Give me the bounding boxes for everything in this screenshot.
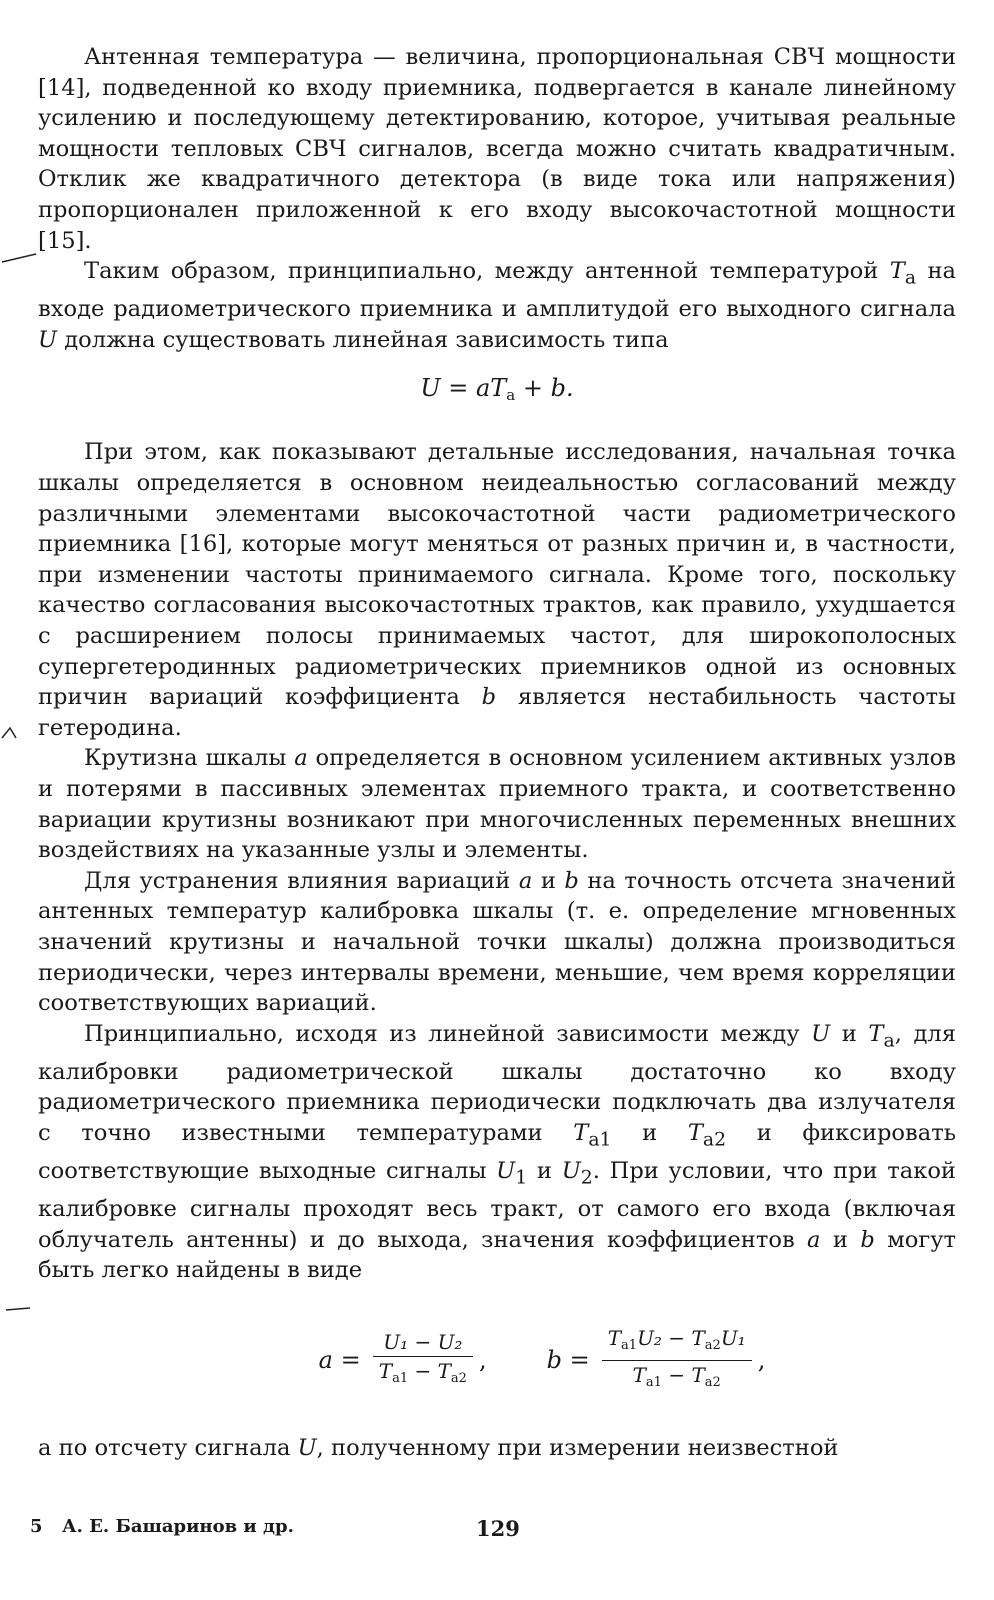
den-T1: T	[632, 1363, 646, 1388]
fraction-a-denominator	[373, 1357, 473, 1393]
formula-b: b.	[550, 374, 574, 403]
conj-and: и	[642, 1120, 658, 1147]
fraction-a	[373, 1328, 473, 1393]
page-body	[38, 42, 956, 1464]
var-U: U	[297, 1435, 317, 1462]
var-T1: T	[573, 1120, 589, 1147]
var-T2-sub: а2	[702, 1129, 727, 1151]
num-U2: U₂ −	[637, 1326, 692, 1351]
var-T: T	[868, 1020, 884, 1047]
num-T1: T	[607, 1326, 622, 1351]
margin-pencil-mark-1	[0, 248, 40, 268]
var-Ta: T	[889, 258, 905, 285]
conj-and: и	[832, 1226, 848, 1253]
var-U: U	[811, 1020, 831, 1047]
num-T2-sub: а2	[704, 1338, 721, 1354]
paragraph-1: Антенная температура — величина, пропорциональная СВЧ мощности [14], подведенной ко входу приемника, подвергается в канале линейному усилению и последующему детектированию, которое, учитывая реальные мощности тепловых СВЧ сигналов, всегда можно считать квадратичным. Отклик же квадратичного детектора (в виде тока или напряжения) пропорционален приложенной к его входу высокочастотной мощности [15].	[38, 44, 956, 254]
paragraph-2-text-a: Таким образом, принципиально, между антенной температурой	[84, 258, 879, 285]
paragraph-6-text-a: Принципиально, исходя из линейной зависимости между	[84, 1020, 800, 1047]
var-b: b	[564, 867, 579, 894]
paragraph-2	[38, 256, 956, 355]
num-T1-sub: а1	[621, 1338, 638, 1354]
conj-and: и	[841, 1020, 857, 1047]
var-T1-sub: а1	[588, 1129, 612, 1151]
margin-pencil-mark-3	[4, 1300, 34, 1320]
den-T2-sub: а2	[450, 1371, 467, 1387]
var-b: b	[481, 684, 497, 711]
var-U1-sub: 1	[515, 1167, 528, 1189]
paragraph-6-text-d: . При условии, что при такой калибровке сигналы проходят весь тракт, от самого его входа (включая облучатель антенны) и до выхода, значения коэффициентов	[38, 1158, 956, 1253]
var-T2: T	[687, 1120, 703, 1147]
formula-coefficients	[128, 1324, 956, 1397]
paragraph-3	[38, 437, 956, 743]
den-T2: T	[437, 1359, 451, 1384]
formula-b-label: b =	[546, 1346, 590, 1375]
formula-a-label: a =	[318, 1346, 361, 1375]
den-T1: T	[378, 1359, 393, 1384]
paragraph-2-text-c: должна существовать линейная зависимость типа	[64, 326, 669, 353]
conj-and: и	[540, 867, 556, 894]
fraction-b	[602, 1324, 752, 1397]
paragraph-6-text-b: , для калибровки радиометрической шкалы достаточно ко входу радиометрического приемника периодически подключать два излучателя с точно известными температурами	[38, 1020, 956, 1147]
fraction-a-numerator: U₁ − U₂	[383, 1330, 463, 1355]
formula-plus: +	[522, 374, 543, 403]
var-U1: U	[496, 1158, 516, 1185]
footer-author: А. Е. Башаринов и др.	[62, 1516, 294, 1537]
formula-linear	[38, 373, 956, 403]
paragraph-5-text-a: Для устранения влияния вариаций	[84, 867, 511, 894]
paragraph-7	[38, 1433, 956, 1464]
den-T1-sub: а1	[392, 1371, 409, 1387]
page-footer	[30, 1516, 960, 1546]
den-T2: T	[691, 1363, 705, 1388]
paragraph-2-text-b: на входе радиометрического приемника и амплитудой его выходного сигнала	[38, 258, 956, 323]
var-a: a	[807, 1226, 821, 1253]
den-T1-sub: а1	[645, 1375, 662, 1391]
num-T2: T	[691, 1326, 705, 1351]
page-number: 129	[476, 1516, 520, 1541]
formula-comma: ,	[757, 1346, 766, 1375]
paragraph-4	[38, 743, 956, 865]
signature-mark: 5	[30, 1516, 43, 1537]
formula-comma: ,	[478, 1346, 487, 1375]
paragraph-6-text-e: могут быть легко найдены в виде	[38, 1226, 956, 1284]
var-U2-sub: 2	[580, 1167, 593, 1189]
paragraph-6	[38, 1019, 956, 1286]
margin-pencil-mark-2	[0, 724, 20, 744]
var-b: b	[860, 1226, 875, 1253]
paragraph-7-text-a: а по отсчету сигнала	[38, 1435, 291, 1462]
paragraph-7-text-b: , полученному при измерении неизвестной	[316, 1435, 839, 1462]
paragraph-6-text-c: и фиксировать соответствующие выходные сигналы	[38, 1120, 957, 1185]
formula-lhs: U	[420, 374, 441, 403]
var-U2: U	[561, 1158, 581, 1185]
paragraph-5	[38, 866, 956, 1019]
formula-eq: =	[448, 374, 469, 403]
var-a: a	[294, 745, 308, 772]
paragraph-4-text-b: определяется в основном усилением активных узлов и потерями в пассивных элементах приемного тракта, и соответственно вариации крутизны возникают при многочисленных переменных внешних воздействиях на указанные узлы и элементы.	[38, 745, 956, 864]
den-T2-sub: а2	[704, 1375, 721, 1391]
den-minus: −	[414, 1359, 432, 1384]
paragraph-4-text-a: Крутизна шкалы	[84, 745, 287, 772]
var-a: a	[518, 867, 533, 894]
num-U1: U₁	[720, 1326, 746, 1351]
paragraph-3-text: При этом, как показывают детальные исследования, начальная точка шкалы определяется в основном неидеальностью согласований между различными элементами высокочастотной части радиометрического приемника [16], которые могут меняться от разных причин и, в частности, при изменении частоты принимаемого сигнала. Кроме того, поскольку качество согласования высокочастотных трактов, как правило, ухудшается с расширением полосы принимаемых частот, для широкополосных супергетеродинных радиометрических приемников одной из основных причин вариаций коэффициента	[38, 439, 956, 711]
paragraph-3-end: является нестабильность частоты гетеродина.	[38, 684, 956, 741]
den-minus: −	[668, 1363, 686, 1388]
fraction-b-numerator	[602, 1324, 752, 1360]
var-T-sub: а	[883, 1030, 895, 1052]
fraction-b-denominator	[627, 1361, 727, 1397]
formula-sub: а	[506, 386, 516, 405]
var-U: U	[38, 326, 58, 353]
conj-and: и	[536, 1158, 552, 1185]
paragraph-5-text-b: на точность отсчета значений антенных температур калибровка шкалы (т. е. определение мгновенных значений крутизны и начальной точки шкалы) должна производиться периодически, через интервалы времени, меньшие, чем время корреляции соответствующих вариаций.	[38, 867, 956, 1017]
var-Ta-sub: а	[904, 267, 917, 289]
formula-aT: aT	[475, 374, 507, 403]
